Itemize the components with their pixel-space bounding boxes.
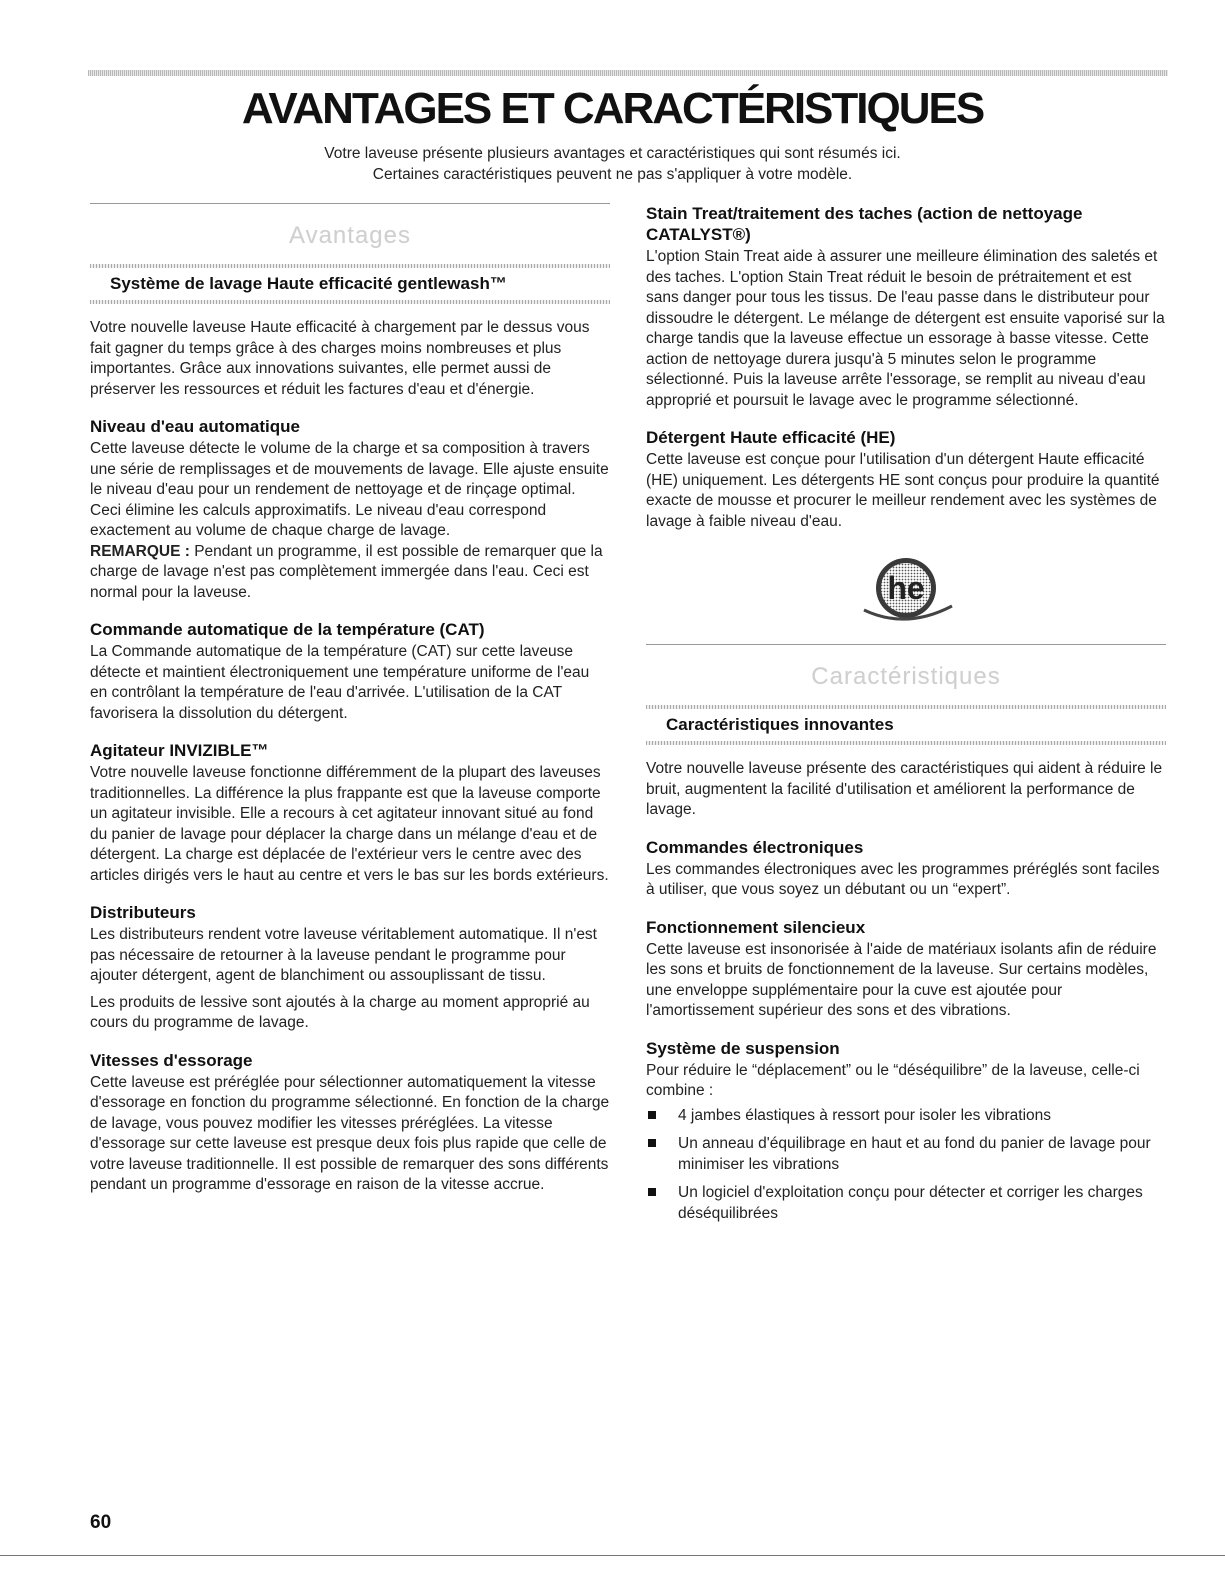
note-label: REMARQUE : <box>90 542 190 560</box>
note-text: Pendant un programme, il est possible de remarquer que la charge de lavage n'est pas complètement immergée dans l'eau. Ceci est normal pour la laveuse. <box>90 542 603 601</box>
subsection-title: Système de lavage Haute efficacité gentlewash™ <box>110 274 507 293</box>
item-heading-suspension: Système de suspension <box>646 1038 840 1058</box>
section-title-caracteristiques: Caractéristiques <box>811 663 1001 690</box>
item-text-suspension: Pour réduire le “déplacement” ou le “déséquilibre” de la laveuse, celle-ci combine : <box>646 1061 1140 1099</box>
section-divider <box>90 203 610 204</box>
left-column <box>90 203 610 1196</box>
section-divider <box>646 644 1166 645</box>
suspension-list <box>646 1106 1166 1225</box>
hatched-rule <box>90 264 610 268</box>
item-heading-dispensers: Distributeurs <box>90 903 196 922</box>
he-logo-icon <box>850 554 962 626</box>
item-text-quiet: Cette laveuse est insonorisée à l'aide de matériaux isolants afin de réduire les sons et bruits de fonctionnement de la laveuse. Sur certains modèles, une enveloppe supplémentaire pour la cuve est ajoutée pour l'amortissement supérieur des sons et des vibrations. <box>646 940 1157 1019</box>
item-text-spin-speeds: Cette laveuse est préréglée pour sélectionner automatiquement la vitesse d'essorage en fonction du programme sélectionné. En fonction de la charge de lavage, vous pouvez modifier les vitesses préréglées. La vitesse d'essorage sur cette laveuse est presque deux fois plus rapide que celle de votre laveuse traditionnelle. Il est possible de remarquer des sons différents pendant un programme d'essorage en raison de la vitesse accrue. <box>90 1073 610 1193</box>
item-text-water-level: Cette laveuse détecte le volume de la charge et sa composition à travers une série de remplissages et de mouvements de lavage. Elle ajuste ensuite le niveau d'eau pour un rendement de nettoyage et de rinçage optimal. Ceci élimine les calculs approximatifs. Le niveau d'eau correspond exactement au volume de chaque charge de lavage. <box>90 440 609 539</box>
item-text-electronic-controls: Les commandes électroniques avec les programmes préréglés sont faciles à utiliser, que vous soyez un débutant ou un “expert”. <box>646 860 1160 898</box>
item-text-agitator: Votre nouvelle laveuse fonctionne différemment de la plupart des laveuses traditionnelles. La différence la plus frappante est que la laveuse comporte un agitateur invisible. Elle a recours à cet agitateur innovant situé au fond du panier de lavage pour déplacer la charge dans un mélange d'eau et de détergent. La charge est déplacée de l'extérieur vers le centre avec des articles dirigés vers le haut au centre et vers le bas sur les bords extérieurs. <box>90 764 609 884</box>
intro-line-1: Votre laveuse présente plusieurs avantages et caractéristiques qui sont résumés ici. <box>324 145 901 162</box>
top-decorative-band <box>88 70 1168 76</box>
right-column <box>646 203 1166 1232</box>
item-text-dispensers: Les distributeurs rendent votre laveuse véritablement automatique. Il n'est pas nécessaire de retourner à la laveuse pendant le programme pour ajouter détergent, agent de blanchiment ou assouplissant de tissu. <box>90 926 597 984</box>
item-heading-quiet: Fonctionnement silencieux <box>646 917 866 937</box>
page-title: AVANTAGES ET CARACTÉRISTIQUES <box>241 84 984 133</box>
section-intro: Votre nouvelle laveuse présente des caractéristiques qui aident à réduire le bruit, augmentent la facilité d'utilisation et améliorent la performance de lavage. <box>646 760 1163 818</box>
section-intro: Votre nouvelle laveuse Haute efficacité à chargement par le dessus vous fait gagner du temps grâce à des charges moins nombreuses et plus importantes. Grâce aux innovations suivantes, elle permet aussi de préserver les ressources et réduit les factures d'eau et d'énergie. <box>90 319 590 398</box>
item-note <box>90 542 610 604</box>
square-bullet-icon <box>648 1188 656 1196</box>
list-item: Un anneau d'équilibrage en haut et au fond du panier de lavage pour minimiser les vibrations <box>646 1134 1166 1175</box>
svg-text:he: he <box>887 570 925 606</box>
item-text-dispensers-2: Les produits de lessive sont ajoutés à la charge au moment approprié au cours du programme de lavage. <box>90 993 590 1031</box>
item-heading-agitator: Agitateur INVIZIBLE™ <box>90 741 269 760</box>
bottom-rule <box>0 1555 1225 1556</box>
item-text-temperature: La Commande automatique de la température (CAT) sur cette laveuse détecte et maintient électroniquement une température uniforme de l'eau en contrôlant la température de l'eau d'arrivée. L'utilisation de la CAT favorisera la dissolution du détergent. <box>90 643 590 722</box>
item-text-he-detergent: Cette laveuse est conçue pour l'utilisation d'un détergent Haute efficacité (HE) uniquement. Les détergents HE sont conçus pour produire la quantité exacte de mousse et procurer le meilleur rendement avec les systèmes de lavage à faible niveau d'eau. <box>646 451 1160 530</box>
hatched-rule <box>90 300 610 304</box>
subsection-title: Caractéristiques innovantes <box>666 715 894 734</box>
square-bullet-icon <box>648 1139 656 1147</box>
list-item: 4 jambes élastiques à ressort pour isoler les vibrations <box>646 1106 1166 1127</box>
he-logo <box>646 554 1166 626</box>
list-item: Un logiciel d'exploitation conçu pour détecter et corriger les charges déséquilibrées <box>646 1183 1166 1224</box>
item-heading-electronic-controls: Commandes électroniques <box>646 837 864 857</box>
item-heading-he-detergent: Détergent Haute efficacité (HE) <box>646 428 896 447</box>
hatched-rule <box>646 705 1166 709</box>
item-heading-spin-speeds: Vitesses d'essorage <box>90 1050 253 1070</box>
section-title-avantages: Avantages <box>289 222 411 249</box>
page-number: 60 <box>90 1512 112 1533</box>
item-heading-water-level: Niveau d'eau automatique <box>90 417 300 436</box>
intro-text <box>0 143 1225 185</box>
square-bullet-icon <box>648 1111 656 1119</box>
intro-line-2: Certaines caractéristiques peuvent ne pas s'appliquer à votre modèle. <box>372 166 853 183</box>
item-heading-temperature: Commande automatique de la température (CAT) <box>90 620 485 639</box>
item-heading-stain-treat: Stain Treat/traitement des taches (action de nettoyage CATALYST®) <box>646 204 1083 244</box>
item-text-stain-treat: L'option Stain Treat aide à assurer une meilleure élimination des saletés et des taches. L'option Stain Treat réduit le besoin de prétraitement et est sans danger pour tous les tissus. De l'eau passe dans le distributeur pour dissoudre le détergent. Le mélange de détergent est ensuite vaporisé sur la charge tandis que la laveuse effectue un essorage à basse vitesse. Cette action de nettoyage durera jusqu'à 5 minutes selon le programme sélectionné. Puis la laveuse arrête l'essorage, se remplit au niveau d'eau approprié et poursuit le lavage avec le programme sélectionné. <box>646 248 1165 409</box>
hatched-rule <box>646 741 1166 745</box>
